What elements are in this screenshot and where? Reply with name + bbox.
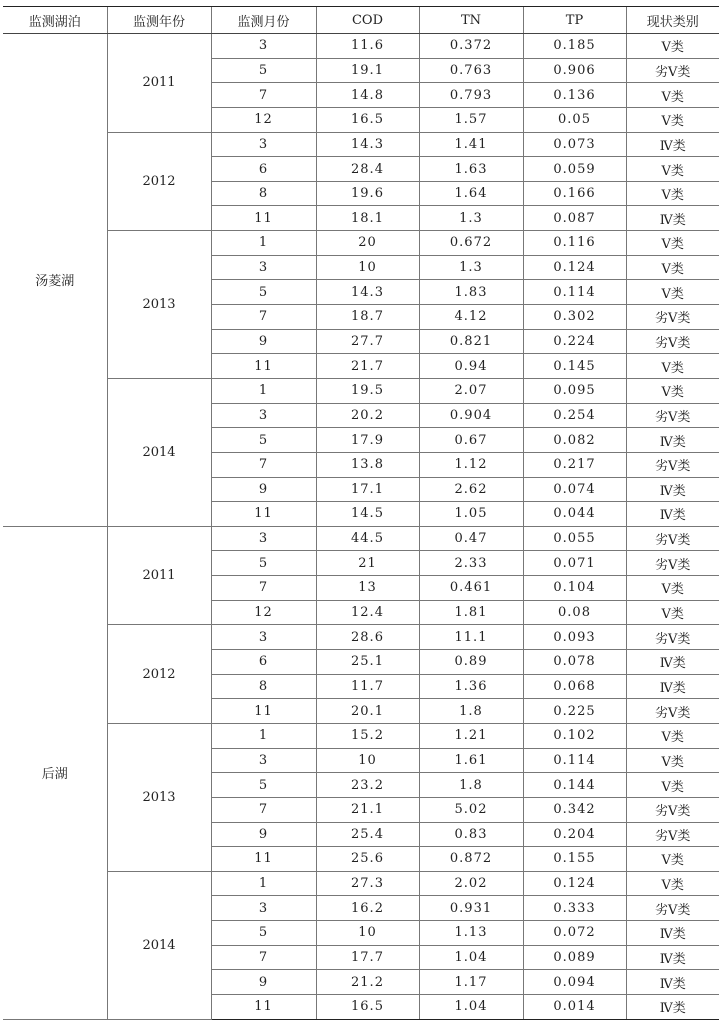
category-cell: Ⅴ类 — [626, 723, 719, 748]
cod-cell: 20.1 — [316, 699, 419, 724]
cod-cell: 23.2 — [316, 773, 419, 798]
category-cell: 劣Ⅴ类 — [626, 699, 719, 724]
category-cell: Ⅳ类 — [626, 994, 719, 1019]
category-cell: Ⅴ类 — [626, 107, 719, 132]
tn-cell: 0.672 — [419, 231, 523, 256]
tp-cell: 0.155 — [523, 847, 626, 872]
tn-cell: 1.3 — [419, 206, 523, 231]
month-cell: 3 — [211, 403, 316, 428]
month-cell: 3 — [211, 896, 316, 921]
header-category: 现状类别 — [626, 7, 719, 34]
tp-cell: 0.224 — [523, 329, 626, 354]
header-cod: COD — [316, 7, 419, 34]
month-cell: 12 — [211, 107, 316, 132]
tp-cell: 0.906 — [523, 58, 626, 83]
month-cell: 11 — [211, 354, 316, 379]
cod-cell: 28.4 — [316, 157, 419, 182]
table-row — [3, 132, 719, 157]
table-row — [3, 231, 719, 256]
tp-cell: 0.333 — [523, 896, 626, 921]
month-cell: 1 — [211, 871, 316, 896]
month-cell: 3 — [211, 526, 316, 551]
month-cell: 7 — [211, 576, 316, 601]
tp-cell: 0.124 — [523, 871, 626, 896]
tp-cell: 0.114 — [523, 748, 626, 773]
month-cell: 9 — [211, 477, 316, 502]
cod-cell: 13 — [316, 576, 419, 601]
category-cell: Ⅴ类 — [626, 354, 719, 379]
month-cell: 5 — [211, 58, 316, 83]
tn-cell: 2.07 — [419, 378, 523, 403]
month-cell: 7 — [211, 83, 316, 108]
cod-cell: 17.7 — [316, 945, 419, 970]
tp-cell: 0.082 — [523, 428, 626, 453]
water-quality-table — [3, 6, 719, 1020]
cod-cell: 18.1 — [316, 206, 419, 231]
header-month: 监测月份 — [211, 7, 316, 34]
tp-cell: 0.302 — [523, 305, 626, 330]
table-row — [3, 871, 719, 896]
month-cell: 12 — [211, 600, 316, 625]
year-cell: 2012 — [107, 132, 211, 231]
tp-cell: 0.225 — [523, 699, 626, 724]
month-cell: 11 — [211, 699, 316, 724]
month-cell: 7 — [211, 305, 316, 330]
category-cell: Ⅴ类 — [626, 576, 719, 601]
category-cell: Ⅴ类 — [626, 280, 719, 305]
tp-cell: 0.074 — [523, 477, 626, 502]
tp-cell: 0.144 — [523, 773, 626, 798]
category-cell: Ⅴ类 — [626, 748, 719, 773]
tn-cell: 4.12 — [419, 305, 523, 330]
tn-cell: 1.36 — [419, 674, 523, 699]
cod-cell: 15.2 — [316, 723, 419, 748]
tn-cell: 0.821 — [419, 329, 523, 354]
cod-cell: 28.6 — [316, 625, 419, 650]
category-cell: Ⅴ类 — [626, 181, 719, 206]
month-cell: 7 — [211, 945, 316, 970]
tn-cell: 0.372 — [419, 34, 523, 59]
cod-cell: 16.5 — [316, 994, 419, 1019]
month-cell: 1 — [211, 231, 316, 256]
month-cell: 5 — [211, 551, 316, 576]
tp-cell: 0.185 — [523, 34, 626, 59]
cod-cell: 17.1 — [316, 477, 419, 502]
year-cell: 2014 — [107, 378, 211, 526]
tp-cell: 0.055 — [523, 526, 626, 551]
month-cell: 7 — [211, 797, 316, 822]
tn-cell: 1.21 — [419, 723, 523, 748]
category-cell: 劣Ⅴ类 — [626, 329, 719, 354]
tp-cell: 0.204 — [523, 822, 626, 847]
tn-cell: 2.02 — [419, 871, 523, 896]
category-cell: 劣Ⅴ类 — [626, 625, 719, 650]
tn-cell: 1.61 — [419, 748, 523, 773]
category-cell: Ⅳ类 — [626, 502, 719, 527]
tn-cell: 1.41 — [419, 132, 523, 157]
tn-cell: 1.81 — [419, 600, 523, 625]
cod-cell: 27.3 — [316, 871, 419, 896]
tn-cell: 0.904 — [419, 403, 523, 428]
tn-cell: 1.57 — [419, 107, 523, 132]
tp-cell: 0.145 — [523, 354, 626, 379]
cod-cell: 21.7 — [316, 354, 419, 379]
cod-cell: 20.2 — [316, 403, 419, 428]
category-cell: Ⅳ类 — [626, 921, 719, 946]
month-cell: 3 — [211, 132, 316, 157]
category-cell: 劣Ⅴ类 — [626, 452, 719, 477]
category-cell: 劣Ⅴ类 — [626, 58, 719, 83]
cod-cell: 17.9 — [316, 428, 419, 453]
cod-cell: 21.1 — [316, 797, 419, 822]
cod-cell: 25.6 — [316, 847, 419, 872]
cod-cell: 21 — [316, 551, 419, 576]
tn-cell: 0.872 — [419, 847, 523, 872]
tp-cell: 0.095 — [523, 378, 626, 403]
category-cell: Ⅴ类 — [626, 231, 719, 256]
tn-cell: 1.64 — [419, 181, 523, 206]
tp-cell: 0.05 — [523, 107, 626, 132]
month-cell: 1 — [211, 378, 316, 403]
cod-cell: 25.4 — [316, 822, 419, 847]
tn-cell: 0.763 — [419, 58, 523, 83]
category-cell: 劣Ⅴ类 — [626, 403, 719, 428]
category-cell: Ⅳ类 — [626, 945, 719, 970]
cod-cell: 14.3 — [316, 132, 419, 157]
cod-cell: 14.3 — [316, 280, 419, 305]
month-cell: 11 — [211, 994, 316, 1019]
cod-cell: 11.6 — [316, 34, 419, 59]
tn-cell: 11.1 — [419, 625, 523, 650]
tn-cell: 1.8 — [419, 773, 523, 798]
header-year: 监测年份 — [107, 7, 211, 34]
tn-cell: 1.12 — [419, 452, 523, 477]
cod-cell: 11.7 — [316, 674, 419, 699]
category-cell: 劣Ⅴ类 — [626, 526, 719, 551]
category-cell: Ⅳ类 — [626, 674, 719, 699]
cod-cell: 19.1 — [316, 58, 419, 83]
tn-cell: 1.17 — [419, 970, 523, 995]
lake-name-cell: 后湖 — [3, 526, 107, 1019]
tn-cell: 0.89 — [419, 650, 523, 675]
category-cell: Ⅴ类 — [626, 34, 719, 59]
tp-cell: 0.114 — [523, 280, 626, 305]
tn-cell: 1.13 — [419, 921, 523, 946]
tp-cell: 0.044 — [523, 502, 626, 527]
tp-cell: 0.094 — [523, 970, 626, 995]
month-cell: 6 — [211, 157, 316, 182]
category-cell: Ⅴ类 — [626, 83, 719, 108]
tn-cell: 0.47 — [419, 526, 523, 551]
category-cell: 劣Ⅴ类 — [626, 822, 719, 847]
month-cell: 9 — [211, 970, 316, 995]
tn-cell: 1.04 — [419, 945, 523, 970]
category-cell: 劣Ⅴ类 — [626, 896, 719, 921]
tp-cell: 0.102 — [523, 723, 626, 748]
cod-cell: 20 — [316, 231, 419, 256]
year-cell: 2014 — [107, 871, 211, 1019]
category-cell: Ⅴ类 — [626, 378, 719, 403]
month-cell: 3 — [211, 34, 316, 59]
category-cell: Ⅴ类 — [626, 255, 719, 280]
cod-cell: 25.1 — [316, 650, 419, 675]
year-cell: 2013 — [107, 723, 211, 871]
tn-cell: 1.63 — [419, 157, 523, 182]
year-cell: 2013 — [107, 231, 211, 379]
month-cell: 5 — [211, 428, 316, 453]
category-cell: 劣Ⅴ类 — [626, 797, 719, 822]
lake-name-cell: 汤菱湖 — [3, 34, 107, 527]
tn-cell: 0.931 — [419, 896, 523, 921]
month-cell: 3 — [211, 255, 316, 280]
tn-cell: 1.83 — [419, 280, 523, 305]
tp-cell: 0.068 — [523, 674, 626, 699]
month-cell: 5 — [211, 921, 316, 946]
category-cell: Ⅴ类 — [626, 157, 719, 182]
month-cell: 11 — [211, 502, 316, 527]
category-cell: Ⅴ类 — [626, 600, 719, 625]
cod-cell: 19.5 — [316, 378, 419, 403]
tp-cell: 0.116 — [523, 231, 626, 256]
month-cell: 11 — [211, 847, 316, 872]
category-cell: Ⅳ类 — [626, 428, 719, 453]
tp-cell: 0.104 — [523, 576, 626, 601]
category-cell: Ⅳ类 — [626, 650, 719, 675]
tn-cell: 0.793 — [419, 83, 523, 108]
cod-cell: 21.2 — [316, 970, 419, 995]
month-cell: 6 — [211, 650, 316, 675]
tp-cell: 0.087 — [523, 206, 626, 231]
tp-cell: 0.136 — [523, 83, 626, 108]
category-cell: Ⅴ类 — [626, 847, 719, 872]
month-cell: 5 — [211, 280, 316, 305]
cod-cell: 14.8 — [316, 83, 419, 108]
tp-cell: 0.093 — [523, 625, 626, 650]
cod-cell: 16.2 — [316, 896, 419, 921]
tp-cell: 0.071 — [523, 551, 626, 576]
cod-cell: 19.6 — [316, 181, 419, 206]
header-row — [3, 7, 719, 34]
tn-cell: 1.05 — [419, 502, 523, 527]
month-cell: 3 — [211, 748, 316, 773]
month-cell: 9 — [211, 822, 316, 847]
tp-cell: 0.078 — [523, 650, 626, 675]
tn-cell: 5.02 — [419, 797, 523, 822]
tn-cell: 2.33 — [419, 551, 523, 576]
table-row — [3, 378, 719, 403]
tp-cell: 0.342 — [523, 797, 626, 822]
year-cell: 2011 — [107, 34, 211, 133]
category-cell: Ⅳ类 — [626, 970, 719, 995]
cod-cell: 44.5 — [316, 526, 419, 551]
month-cell: 11 — [211, 206, 316, 231]
month-cell: 5 — [211, 773, 316, 798]
tp-cell: 0.217 — [523, 452, 626, 477]
year-cell: 2011 — [107, 526, 211, 625]
month-cell: 8 — [211, 674, 316, 699]
month-cell: 3 — [211, 625, 316, 650]
cod-cell: 10 — [316, 921, 419, 946]
cod-cell: 16.5 — [316, 107, 419, 132]
cod-cell: 10 — [316, 255, 419, 280]
cod-cell: 14.5 — [316, 502, 419, 527]
tn-cell: 0.94 — [419, 354, 523, 379]
table-row — [3, 526, 719, 551]
header-tp: TP — [523, 7, 626, 34]
tp-cell: 0.072 — [523, 921, 626, 946]
tp-cell: 0.059 — [523, 157, 626, 182]
category-cell: 劣Ⅴ类 — [626, 305, 719, 330]
cod-cell: 10 — [316, 748, 419, 773]
header-tn: TN — [419, 7, 523, 34]
cod-cell: 18.7 — [316, 305, 419, 330]
tn-cell: 1.04 — [419, 994, 523, 1019]
cod-cell: 13.8 — [316, 452, 419, 477]
category-cell: Ⅴ类 — [626, 871, 719, 896]
tp-cell: 0.254 — [523, 403, 626, 428]
category-cell: Ⅳ类 — [626, 477, 719, 502]
tn-cell: 0.67 — [419, 428, 523, 453]
table-row — [3, 625, 719, 650]
tn-cell: 1.3 — [419, 255, 523, 280]
header-lake: 监测湖泊 — [3, 7, 107, 34]
tn-cell: 2.62 — [419, 477, 523, 502]
table-row — [3, 723, 719, 748]
tn-cell: 0.461 — [419, 576, 523, 601]
month-cell: 7 — [211, 452, 316, 477]
cod-cell: 12.4 — [316, 600, 419, 625]
month-cell: 8 — [211, 181, 316, 206]
month-cell: 9 — [211, 329, 316, 354]
month-cell: 1 — [211, 723, 316, 748]
table-row — [3, 34, 719, 59]
tn-cell: 0.83 — [419, 822, 523, 847]
category-cell: Ⅴ类 — [626, 773, 719, 798]
tp-cell: 0.089 — [523, 945, 626, 970]
category-cell: Ⅳ类 — [626, 132, 719, 157]
tp-cell: 0.124 — [523, 255, 626, 280]
cod-cell: 27.7 — [316, 329, 419, 354]
tn-cell: 1.8 — [419, 699, 523, 724]
tp-cell: 0.166 — [523, 181, 626, 206]
tp-cell: 0.073 — [523, 132, 626, 157]
tp-cell: 0.014 — [523, 994, 626, 1019]
category-cell: 劣Ⅴ类 — [626, 551, 719, 576]
year-cell: 2012 — [107, 625, 211, 724]
category-cell: Ⅳ类 — [626, 206, 719, 231]
tp-cell: 0.08 — [523, 600, 626, 625]
